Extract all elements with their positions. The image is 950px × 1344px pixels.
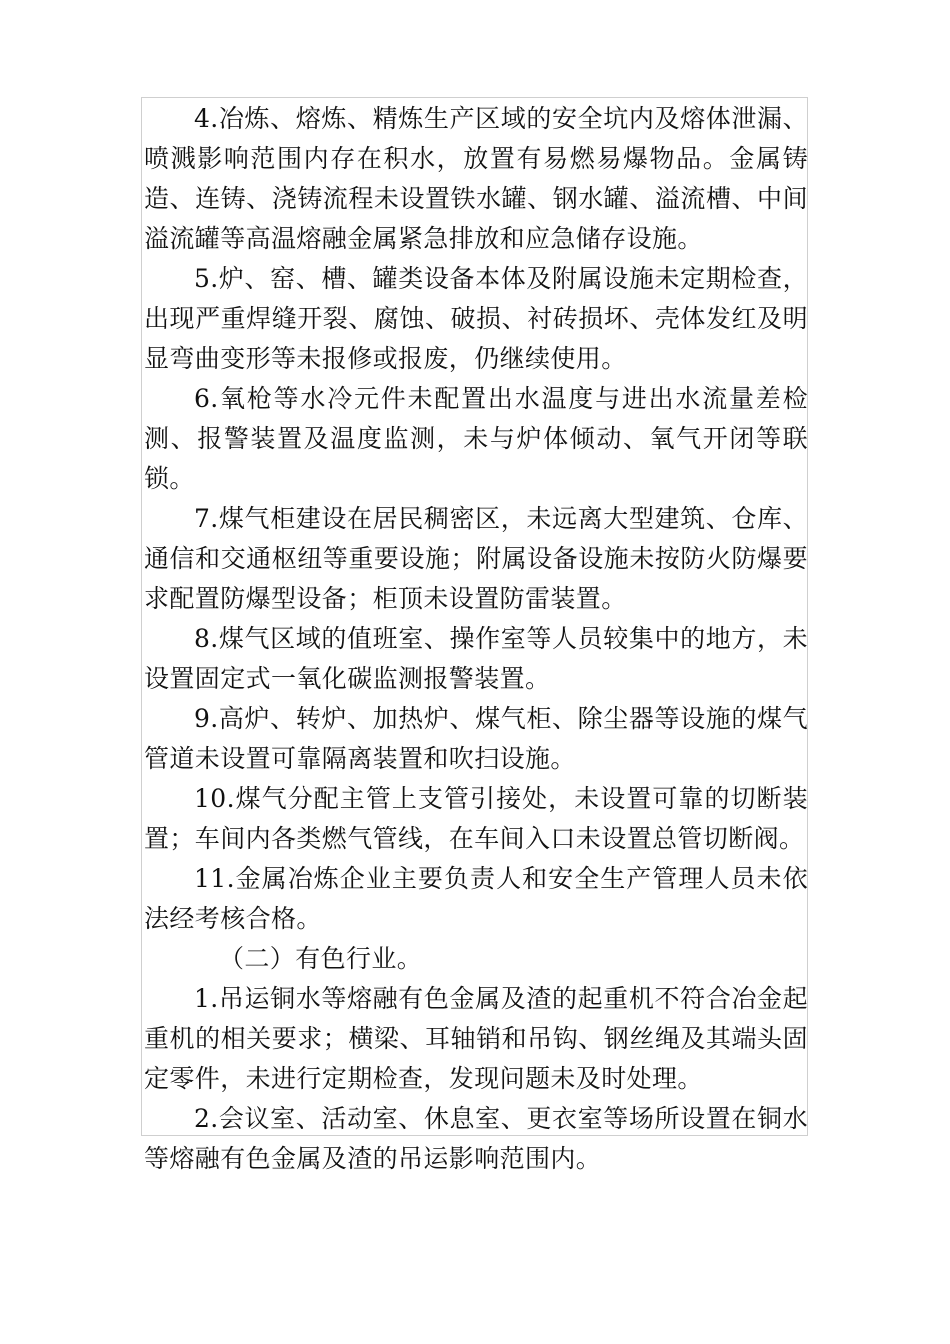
paragraph-item-4: 4.冶炼、熔炼、精炼生产区域的安全坑内及熔体泄漏、喷溅影响范围内存在积水，放置有易燃易爆物品。金属铸造、连铸、浇铸流程未设置铁水罐、钢水罐、溢流槽、中间溢流罐等高温熔融金属紧急排放和应急储存设施。 xyxy=(144,104,808,253)
paragraph-item-9: 9.高炉、转炉、加热炉、煤气柜、除尘器等设施的煤气管道未设置可靠隔离装置和吹扫设施。 xyxy=(144,704,808,773)
section-paragraph-item-1: 1.吊运铜水等熔融有色金属及渣的起重机不符合冶金起重机的相关要求；横梁、耳轴销和吊钩、钢丝绳及其端头固定零件，未进行定期检查，发现问题未及时处理。 xyxy=(144,984,808,1093)
document-body xyxy=(144,99,808,1179)
paragraph-item-7: 7.煤气柜建设在居民稠密区，未远离大型建筑、仓库、通信和交通枢纽等重要设施；附属设备设施未按防火防爆要求配置防爆型设备；柜顶未设置防雷装置。 xyxy=(144,504,808,613)
paragraph-item-6: 6.氧枪等水冷元件未配置出水温度与进出水流量差检测、报警装置及温度监测，未与炉体倾动、氧气开闭等联锁。 xyxy=(144,384,808,493)
paragraph-item-11: 11.金属冶炼企业主要负责人和安全生产管理人员未依法经考核合格。 xyxy=(144,864,808,933)
section-paragraph-item-2: 2.会议室、活动室、休息室、更衣室等场所设置在铜水等熔融有色金属及渣的吊运影响范围内。 xyxy=(144,1104,808,1173)
paragraph-item-10: 10.煤气分配主管上支管引接处，未设置可靠的切断装置；车间内各类燃气管线，在车间入口未设置总管切断阀。 xyxy=(144,784,808,853)
paragraph-item-8: 8.煤气区域的值班室、操作室等人员较集中的地方，未设置固定式一氧化碳监测报警装置。 xyxy=(144,624,808,693)
section-heading: （二）有色行业。 xyxy=(219,944,423,973)
paragraph-item-5: 5.炉、窑、槽、罐类设备本体及附属设施未定期检查，出现严重焊缝开裂、腐蚀、破损、衬砖损坏、壳体发红及明显弯曲变形等未报修或报废，仍继续使用。 xyxy=(144,264,808,373)
